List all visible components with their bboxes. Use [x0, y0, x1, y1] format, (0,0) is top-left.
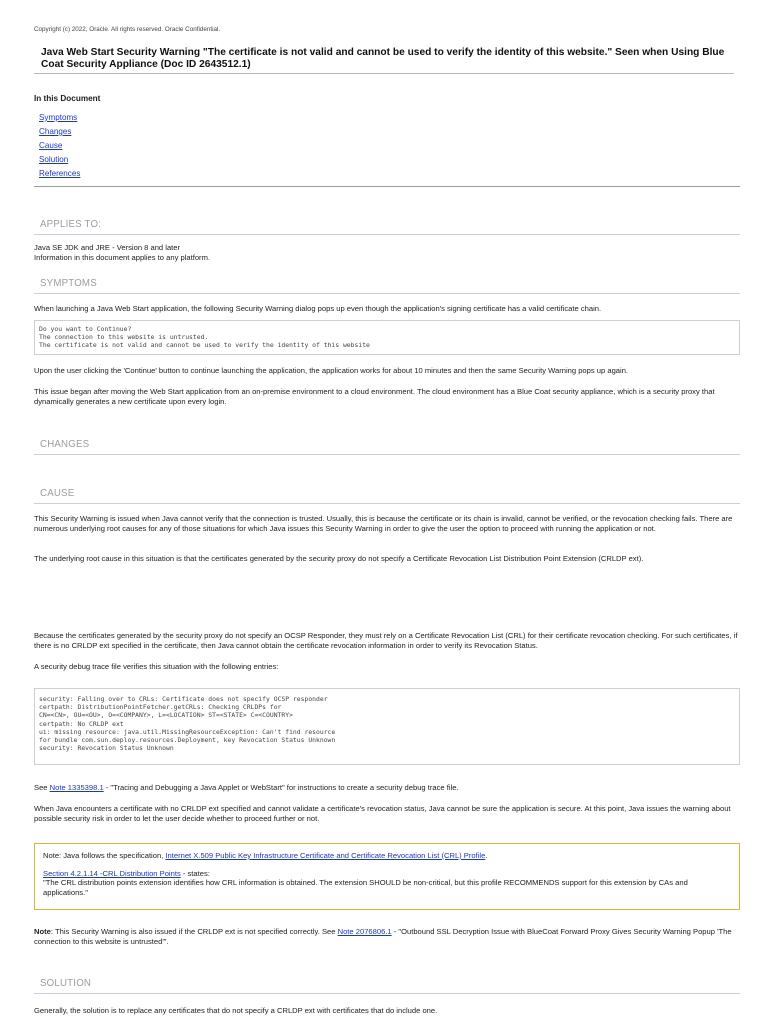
cause-paragraph-3: Because the certificates generated by the security proxy do not specify an OCSP Responder, they must rely on a Certificate Revocation List (CRL) for their certificate revocation checking. For such certificates, if there is no CRLDP ext specified in the certificate, then Java cannot obtain the certificate revocation information in order to verify its Revocation Status. [34, 631, 738, 650]
note-text: : This Security Warning is also issued if the CRLDP ext is not specified correctly. See [50, 927, 338, 936]
applies-to-text [34, 243, 740, 262]
copyright-notice: Copyright (c) 2022, Oracle. All rights reserved. Oracle Confidential. [34, 26, 221, 33]
crldp-note-paragraph [34, 927, 740, 946]
cause-paragraph-1: This Security Warning is issued when Java cannot verify that the connection is trusted. Usually, this is because the certificate or its chain is invalid, cannot be verified, or the revocation checking fails. There are numerous underlying root causes for any of those situations for which Java issues this Security Warning in order to give the user the option to proceed with running the application or not. [34, 514, 733, 533]
section-heading-applies-to: APPLIES TO: [34, 219, 740, 235]
toc-link-symptoms[interactable]: Symptoms [39, 113, 78, 122]
spec-quote: "The CRL distribution points extension identifies how CRL information is obtained. The extension SHOULD be non-critical, but this profile RECOMMENDS support for this extension by CAs and applications." [43, 878, 688, 897]
applies-to-platform: Information in this document applies to any platform. [34, 252, 211, 262]
toc-divider [34, 186, 740, 187]
section-heading-solution: SOLUTION [34, 978, 740, 994]
toc-item-references [39, 168, 80, 182]
table-of-contents [39, 112, 80, 182]
crl-distribution-points-link[interactable]: Section 4.2.1.14 -CRL Distribution Points [43, 868, 181, 878]
note-1335398-description: - "Tracing and Debugging a Java Applet or WebStart" for instructions to create a security debug trace file. [103, 783, 459, 792]
security-debug-trace: security: Falling over to CRLs: Certificate does not specify OCSP responder certpath: DistributionPointFetcher.getCRLs: Checking CRLDPs for CN=<CN>, OU=<OU>, O=<COMPANY>, L=<LOCATION> ST=<STATE> C=<COUNTRY> certpath: No CRLDP ext ui: missing resource: java.util.MissingResourceException: Can't find resource for bundle com.sun.deploy.resources.Deployment, key Revocation Status Unknown security: Revocation Status Unknown [34, 688, 740, 765]
symptoms-paragraph-2: Upon the user clicking the 'Continue' button to continue launching the application, the application works for about 10 minutes and then the same Security Warning pops up again. [34, 366, 629, 375]
symptoms-paragraph-3: This issue began after moving the Web Start application from an on-premise environment to a cloud environment. The cloud environment has a Blue Coat security appliance, which is a security proxy that dynamically generates a new certificate upon every login. [34, 387, 715, 406]
toc-item-changes [39, 126, 80, 140]
solution-paragraph-1: Generally, the solution is to replace any certificates that do not specify a CRLDP ext with certificates that do include one. [34, 1006, 438, 1015]
toc-item-symptoms [39, 112, 80, 126]
toc-link-changes[interactable]: Changes [39, 127, 72, 136]
security-warning-dialog-text: Do you want to Continue? The connection to this website is untrusted. The certificate is not valid and cannot be used to verify the identity of this website [34, 320, 740, 355]
symptoms-intro: When launching a Java Web Start application, the following Security Warning dialog pops up even though the application's signing certificate has a valid certificate chain. [34, 304, 602, 313]
section-heading-changes: CHANGES [34, 439, 740, 455]
spec-note-prefix: Note: Java follows the specification, [43, 851, 166, 860]
section-heading-cause: CAUSE [34, 488, 740, 504]
note-2076806-description: - "Outbound SSL Decryption Issue with BlueCoat Forward Proxy Gives Security Warning Popup 'The connection to this website is untrusted'". [34, 927, 732, 946]
x509-profile-link[interactable]: Internet X.509 Public Key Infrastructure Certificate and Certificate Revocation List (CRL) Profile [165, 851, 486, 860]
cause-paragraph-5 [34, 783, 740, 793]
cause-paragraph-6: When Java encounters a certificate with no CRLDP ext specified and cannot validate a certificate's revocation status, Java cannot be sure the application is secure. At this point, Java issues the warning about possible security risk in order to let the user decide whether to proceed further or not. [34, 804, 731, 823]
cause-paragraph-2: The underlying root cause in this situation is that the certificates generated by the security proxy do not specify a Certificate Revocation List Distribution Point Extension (CRLDP ext). [34, 554, 644, 563]
toc-link-cause[interactable]: Cause [39, 141, 63, 150]
toc-item-cause [39, 140, 80, 154]
section-ref-suffix: - states: [180, 868, 210, 878]
toc-link-solution[interactable]: Solution [39, 155, 69, 164]
in-this-document-heading: In this Document [34, 94, 101, 103]
section-heading-symptoms: SYMPTOMS [34, 278, 740, 294]
applies-to-product: Java SE JDK and JRE - Version 8 and later [34, 243, 181, 252]
specification-note-box [34, 843, 740, 910]
see-prefix: See [34, 783, 50, 792]
toc-item-solution [39, 154, 80, 168]
document-title: Java Web Start Security Warning "The certificate is not valid and cannot be used to verify the identity of this website." Seen when Using Blue Coat Security Appliance (Doc ID 2643512.1) [41, 47, 725, 70]
note-label: Note [34, 927, 51, 936]
note-1335398-link[interactable]: Note 1335398.1 [49, 783, 104, 792]
spec-note-suffix: . [485, 851, 488, 860]
cause-paragraph-4: A security debug trace file verifies this situation with the following entries: [34, 662, 279, 671]
spec-note-line [43, 851, 731, 861]
section-ref-line [43, 869, 731, 879]
toc-link-references[interactable]: References [39, 169, 81, 178]
title-block [34, 47, 734, 74]
note-2076806-link[interactable]: Note 2076806.1 [337, 927, 392, 936]
